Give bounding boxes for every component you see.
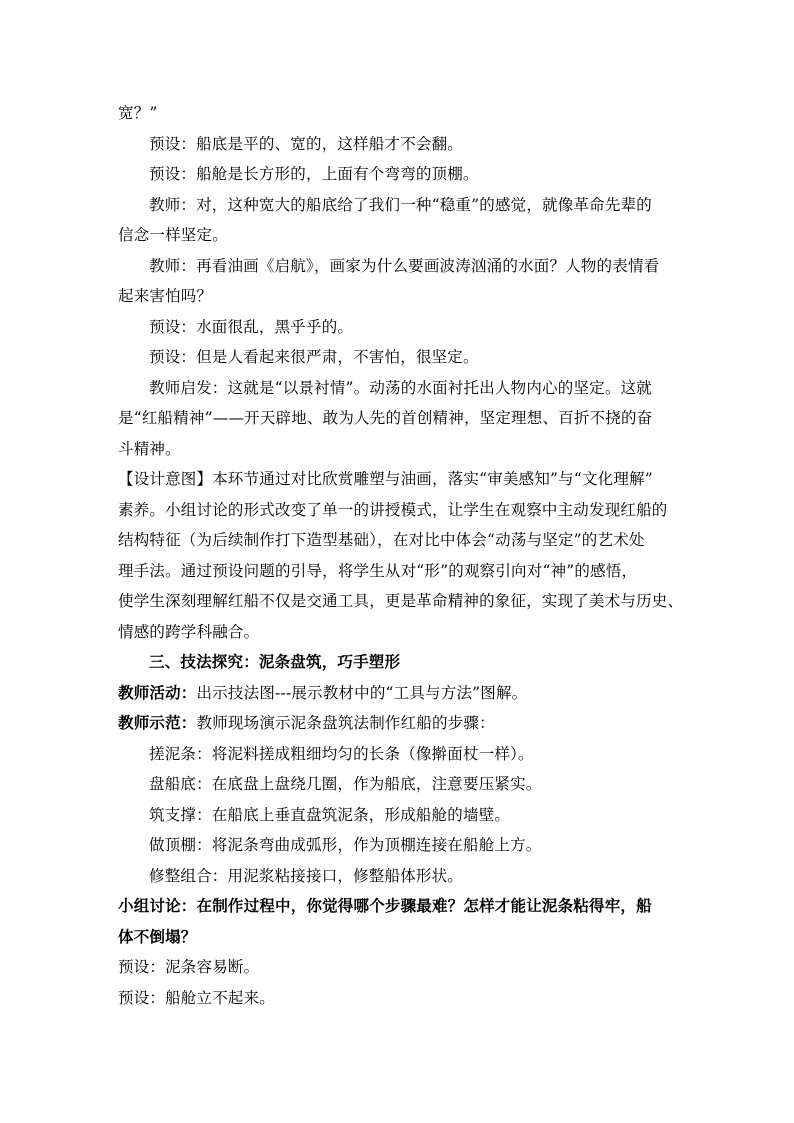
step-line: 修整组合：用泥浆粘接接口，修整船体形状。 (149, 866, 464, 885)
text-line: 预设：泥条容易断。 (118, 958, 260, 976)
line-body: 教师现场演示泥条盘筑法制作红船的步骤： (196, 714, 495, 732)
section-heading: 三、技法探究：泥条盘筑，巧手塑形 (149, 652, 401, 671)
group-discussion-line: 体不倒塌？ (118, 926, 197, 946)
teacher-demo-line (118, 708, 694, 739)
text-line: 宽？” (118, 104, 158, 122)
design-intent-line: 【设计意图】本环节通过对比欣赏雕塑与油画，落实“审美感知”与“文化理解” (118, 470, 653, 488)
text-line: 信念一样坚定。 (118, 226, 228, 244)
text-line: 预设：船底是平的、宽的，这样船才不会翻。 (149, 134, 464, 153)
text-line: 起来害怕吗？ (118, 287, 213, 305)
step-line: 做顶棚：将泥条弯曲成弧形，作为顶棚连接在船舱上方。 (149, 836, 542, 854)
text-line: 斗精神。 (118, 439, 181, 458)
text-line: 教师：对，这种宽大的船底给了我们一种“稳重”的感觉，就像革命先辈的 (149, 195, 652, 214)
design-intent-line: 结构特征（为后续制作打下造型基础），在对比中体会“动荡与坚定”的艺术处 (118, 531, 645, 549)
step-line: 筑支撑：在船底上垂直盘筑泥条，形成船舱的墙壁。 (149, 805, 511, 824)
line-body: 出示技法图---展示教材中的“工具与方法”图解。 (196, 683, 528, 702)
design-intent-line: 理手法。通过预设问题的引导，将学生从对“形”的观察引向对“神”的感悟， (118, 561, 638, 580)
design-intent-line: 使学生深刻理解红船不仅是交通工具，更是革命精神的象征，实现了美术与历史、 (118, 592, 684, 610)
bold-label: 教师示范： (118, 713, 197, 732)
text-line: 预设：但是人看起来很严肃，不害怕，很坚定。 (149, 348, 479, 366)
bold-label: 教师活动： (118, 682, 197, 702)
text-line: 预设：船舱是长方形的，上面有个弯弯的顶棚。 (149, 165, 479, 183)
text-line: 预设：船舱立不起来。 (118, 988, 276, 1007)
document-body (118, 98, 694, 1013)
group-discussion-line: 小组讨论：在制作过程中，你觉得哪个步骤最难？怎样才能让泥条粘得牢，船 (118, 896, 652, 915)
text-line: 预设：水面很乱，黑乎乎的。 (149, 317, 354, 336)
text-line: 教师启发：这就是“以景衬情”。动荡的水面衬托出人物内心的坚定。这就 (149, 378, 652, 397)
text-line: 教师：再看油画《启航》，画家为什么要画波涛汹涌的水面？人物的表情看 (149, 256, 660, 275)
design-intent-line: 素养。小组讨论的形式改变了单一的讲授模式，让学生在观察中主动发现红船的 (118, 500, 668, 519)
text-line: 是“红船精神”——开天辟地、敢为人先的首创精神，坚定理想、百折不挠的奋 (118, 409, 653, 427)
teacher-activity-line (118, 678, 694, 709)
step-line: 搓泥条：将泥料搓成粗细均匀的长条（像擀面杖一样）。 (149, 744, 534, 763)
step-line: 盘船底：在底盘上盘绕几圈，作为船底，注意要压紧实。 (149, 775, 542, 793)
design-intent-line: 情感的跨学科融合。 (118, 622, 260, 641)
